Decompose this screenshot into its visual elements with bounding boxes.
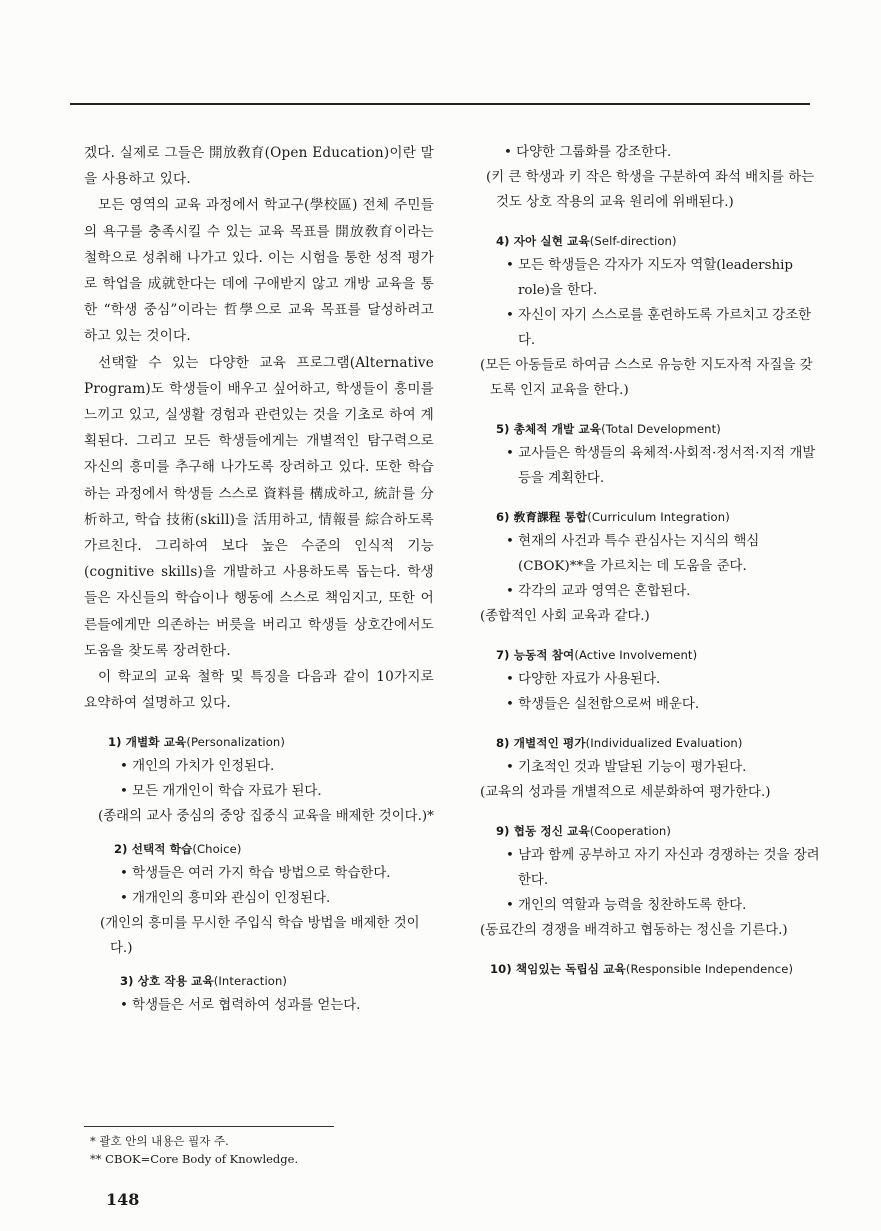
- right-column: [476, 140, 820, 981]
- section-note: (동료간의 경쟁을 배격하고 협동하는 정신을 기른다.): [480, 923, 788, 938]
- bullet-item: • 교사들은 학생들의 육체적·사회적·정서적·지적 개발 등을 계획한다.: [476, 441, 820, 491]
- bullet-item: • 개개인의 흥미와 관심이 인정된다.: [84, 886, 434, 911]
- bullet-item: • 기초적인 것과 발달된 기능이 평가된다.: [476, 755, 820, 780]
- bullet-item: • 모든 개개인이 학습 자료가 된다.: [84, 779, 434, 804]
- section-note: (종합적인 사회 교육과 같다.): [480, 609, 650, 624]
- paragraph: 모든 영역의 교육 과정에서 학교구(學校區) 전체 주민들의 욕구를 충족시킬 수 있는 교육 목표를 開放敎育이라는 철학으로 성취해 나가고 있다. 이는 시험을 통한 성적 평가로 학업을 成就한다는 데에 구애받지 않고 개방 교육을 통한 “학생 중심”이라는 哲學으로 교육 목표를 달성하려고 하고 있는 것이다.: [84, 197, 434, 345]
- footnote-rule: [84, 1126, 334, 1127]
- bullet-item: • 학생들은 실천함으로써 배운다.: [476, 692, 820, 717]
- bullet-item: • 학생들은 서로 협력하여 성과를 얻는다.: [84, 993, 434, 1018]
- paragraph: 이 학교의 교육 철학 및 특징을 다음과 같이 10가지로 요약하여 설명하고 있다.: [84, 669, 434, 712]
- section-heading: 2) 선택적 학습(Choice): [114, 842, 242, 857]
- section-heading: 8) 개별적인 평가(Individualized Evaluation): [496, 736, 743, 750]
- bullet-item: • 학생들은 여러 가지 학습 방법으로 학습한다.: [84, 861, 434, 886]
- section-note: (교육의 성과를 개별적으로 세분화하여 평가한다.): [480, 785, 771, 800]
- paragraph: 겠다. 실제로 그들은 開放敎育(Open Education)이란 말을 사용하고 있다.: [84, 145, 434, 188]
- bullet-item: • 개인의 가치가 인정된다.: [84, 754, 434, 779]
- bullet-item: • 개인의 역할과 능력을 칭찬하도록 한다.: [476, 893, 820, 918]
- left-column: [84, 140, 434, 1018]
- section-heading: 9) 협동 정신 교육(Cooperation): [496, 824, 671, 838]
- bullet-item: • 다양한 그룹화를 강조한다.: [476, 140, 820, 165]
- footnote: ** CBOK=Core Body of Knowledge.: [90, 1152, 299, 1166]
- section-note: (키 큰 학생과 키 작은 학생을 구분하여 좌석 배치를 하는 것도 상호 작용의 교육 원리에 위배된다.): [486, 170, 815, 210]
- bullet-item: • 각각의 교과 영역은 혼합된다.: [476, 579, 820, 604]
- section-note: (개인의 흥미를 무시한 주입식 학습 방법을 배제한 것이다.): [100, 916, 420, 957]
- page-number: 148: [106, 1190, 140, 1209]
- paragraph: 선택할 수 있는 다양한 교육 프로그램(Alternative Program)도 학생들이 배우고 싶어하고, 학생들이 흥미를 느끼고 있고, 실생활 경험과 관련있는 것을 기초로 하여 계획된다. 그리고 모든 학생들에게는 개별적인 탐구력으로 자신의 흥미를 추구해 나가도록 장려하고 있다. 또한 학습하는 과정에서 학생들 스스로 資料를 構成하고, 統計를 分析하고, 학습 技術(skill)을 活用하고, 情報를 綜合하도록 가르친다. 그리하여 보다 높은 수준의 인식적 기능(cognitive skills)을 개발하고 사용하도록 돕는다. 학생들은 자신들의 학습이나 행동에 스스로 책임지고, 또한 어른들에게만 의존하는 버릇을 버리고 학생들 상호간에서도 도움을 찾도록 장려한다.: [84, 354, 434, 659]
- header-rule: [70, 103, 810, 105]
- bullet-item: • 자신이 자기 스스로를 훈련하도록 가르치고 강조한다.: [476, 303, 820, 353]
- section-heading: 6) 敎育課程 통합(Curriculum Integration): [496, 510, 730, 524]
- bullet-item: • 현재의 사건과 특수 관심사는 지식의 핵심(CBOK)**을 가르치는 데 도움을 준다.: [476, 529, 820, 579]
- bullet-item: • 남과 함께 공부하고 자기 자신과 경쟁하는 것을 장려한다.: [476, 843, 820, 893]
- section-note: (종래의 교사 중심의 중앙 집중식 교육을 배제한 것이다.)*: [98, 809, 434, 825]
- footnote: * 괄호 안의 내용은 필자 주.: [90, 1134, 229, 1148]
- section-heading: 7) 능동적 참여(Active Involvement): [496, 648, 698, 662]
- section-note: (모든 아동들로 하여금 스스로 유능한 지도자적 자질을 갖도록 인지 교육을 한다.): [480, 358, 813, 398]
- section-heading: 10) 책임있는 독립심 교육(Responsible Independence): [490, 962, 794, 976]
- section-heading: 3) 상호 작용 교육(Interaction): [120, 974, 288, 989]
- section-heading: 1) 개별화 교육(Personalization): [108, 735, 285, 750]
- bullet-item: • 모든 학생들은 각자가 지도자 역할(leadership role)을 한다.: [476, 253, 820, 303]
- section-heading: 5) 총체적 개발 교육(Total Development): [496, 422, 721, 436]
- section-heading: 4) 자아 실현 교육(Self-direction): [496, 234, 677, 248]
- bullet-item: • 다양한 자료가 사용된다.: [476, 667, 820, 692]
